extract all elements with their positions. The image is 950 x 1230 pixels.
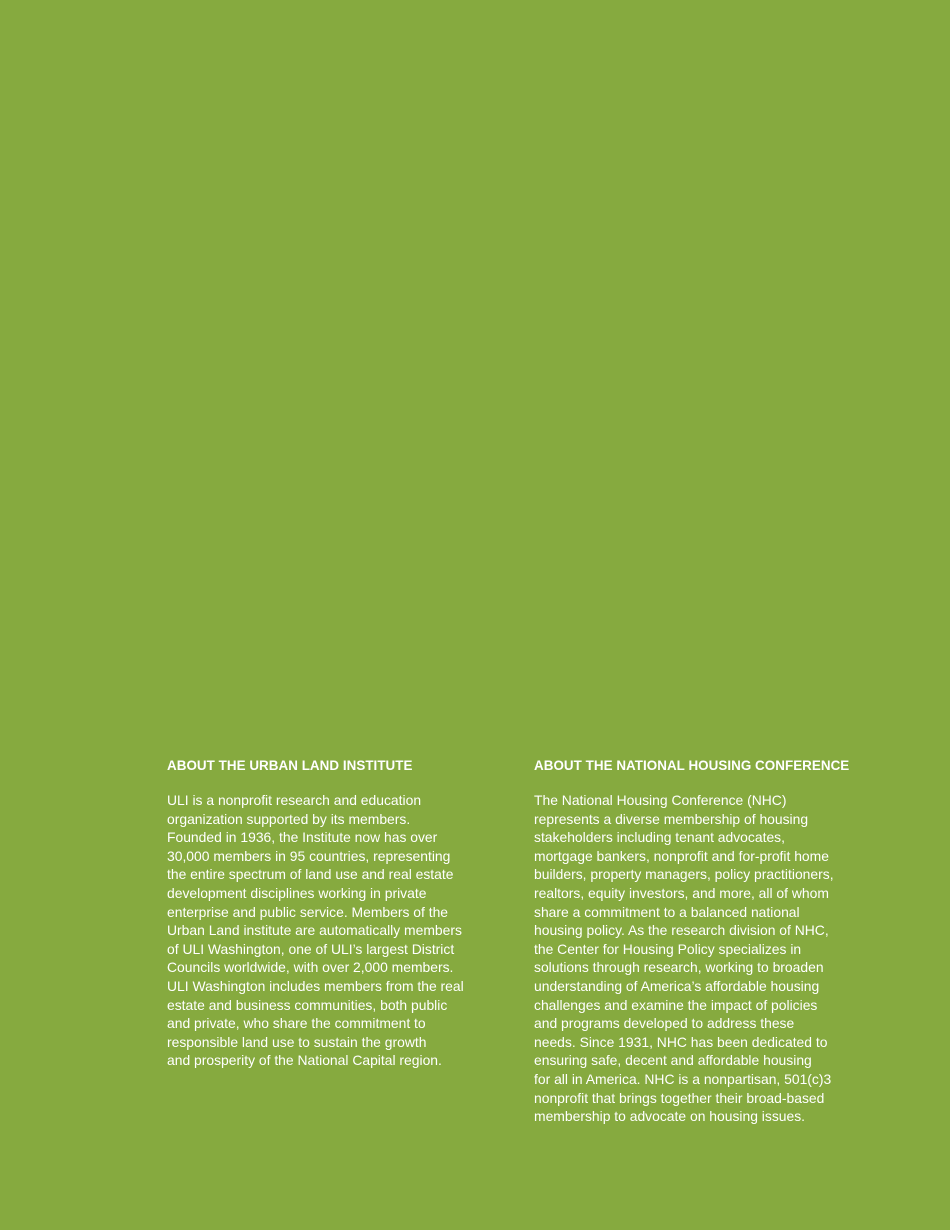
text-line: and programs developed to address these <box>534 1015 795 1032</box>
text-line: the entire spectrum of land use and real estate <box>167 866 454 883</box>
about-nhc-section <box>534 757 879 1126</box>
text-line: 30,000 members in 95 countries, representing <box>167 847 451 864</box>
about-uli-heading: ABOUT THE URBAN LAND INSTITUTE <box>167 758 413 773</box>
text-line: enterprise and public service. Members of the <box>167 903 449 920</box>
text-line: of ULI Washington, one of ULI’s largest District <box>167 940 455 957</box>
text-line: Founded in 1936, the Institute now has over <box>167 829 438 846</box>
text-line: The National Housing Conference (NHC) <box>534 792 787 808</box>
text-line: realtors, equity investors, and more, all of whom <box>534 884 829 901</box>
text-line: mortgage bankers, nonprofit and for-profit home <box>534 847 829 864</box>
text-line: stakeholders including tenant advocates, <box>534 829 785 846</box>
text-line: share a commitment to a balanced national <box>534 903 800 920</box>
text-line: housing policy. As the research division of NHC, <box>534 922 829 939</box>
text-line: Councils worldwide, with over 2,000 members. <box>167 959 454 976</box>
text-line: responsible land use to sustain the growth <box>167 1033 427 1050</box>
text-line: for all in America. NHC is a nonpartisan, 501(c)3 <box>534 1070 832 1087</box>
text-line: development disciplines working in private <box>167 884 427 901</box>
text-line: ensuring safe, decent and affordable housing <box>534 1052 812 1069</box>
about-uli-text <box>167 791 502 1070</box>
text-line: estate and business communities, both public <box>167 996 448 1013</box>
text-line: nonprofit that brings together their broad-based <box>534 1089 825 1106</box>
text-line: understanding of America’s affordable housing <box>534 977 820 994</box>
text-line: needs. Since 1931, NHC has been dedicated to <box>534 1033 828 1050</box>
about-nhc-text <box>534 791 879 1126</box>
text-line: builders, property managers, policy practitioners, <box>534 866 834 883</box>
text-line: ULI Washington includes members from the real <box>167 977 464 994</box>
about-uli-section <box>167 757 502 1070</box>
text-line: Urban Land institute are automatically members <box>167 922 462 939</box>
text-line: membership to advocate on housing issues. <box>534 1108 806 1125</box>
text-line: organization supported by its members. <box>167 810 411 827</box>
text-line: solutions through research, working to broaden <box>534 959 824 976</box>
text-line: and private, who share the commitment to <box>167 1015 426 1032</box>
text-line: the Center for Housing Policy specializes in <box>534 940 802 957</box>
text-line: ULI is a nonprofit research and education <box>167 792 422 808</box>
text-line: represents a diverse membership of housing <box>534 810 809 827</box>
text-line: and prosperity of the National Capital region. <box>167 1052 442 1069</box>
about-nhc-heading: ABOUT THE NATIONAL HOUSING CONFERENCE <box>534 758 850 773</box>
text-line: challenges and examine the impact of policies <box>534 996 818 1013</box>
